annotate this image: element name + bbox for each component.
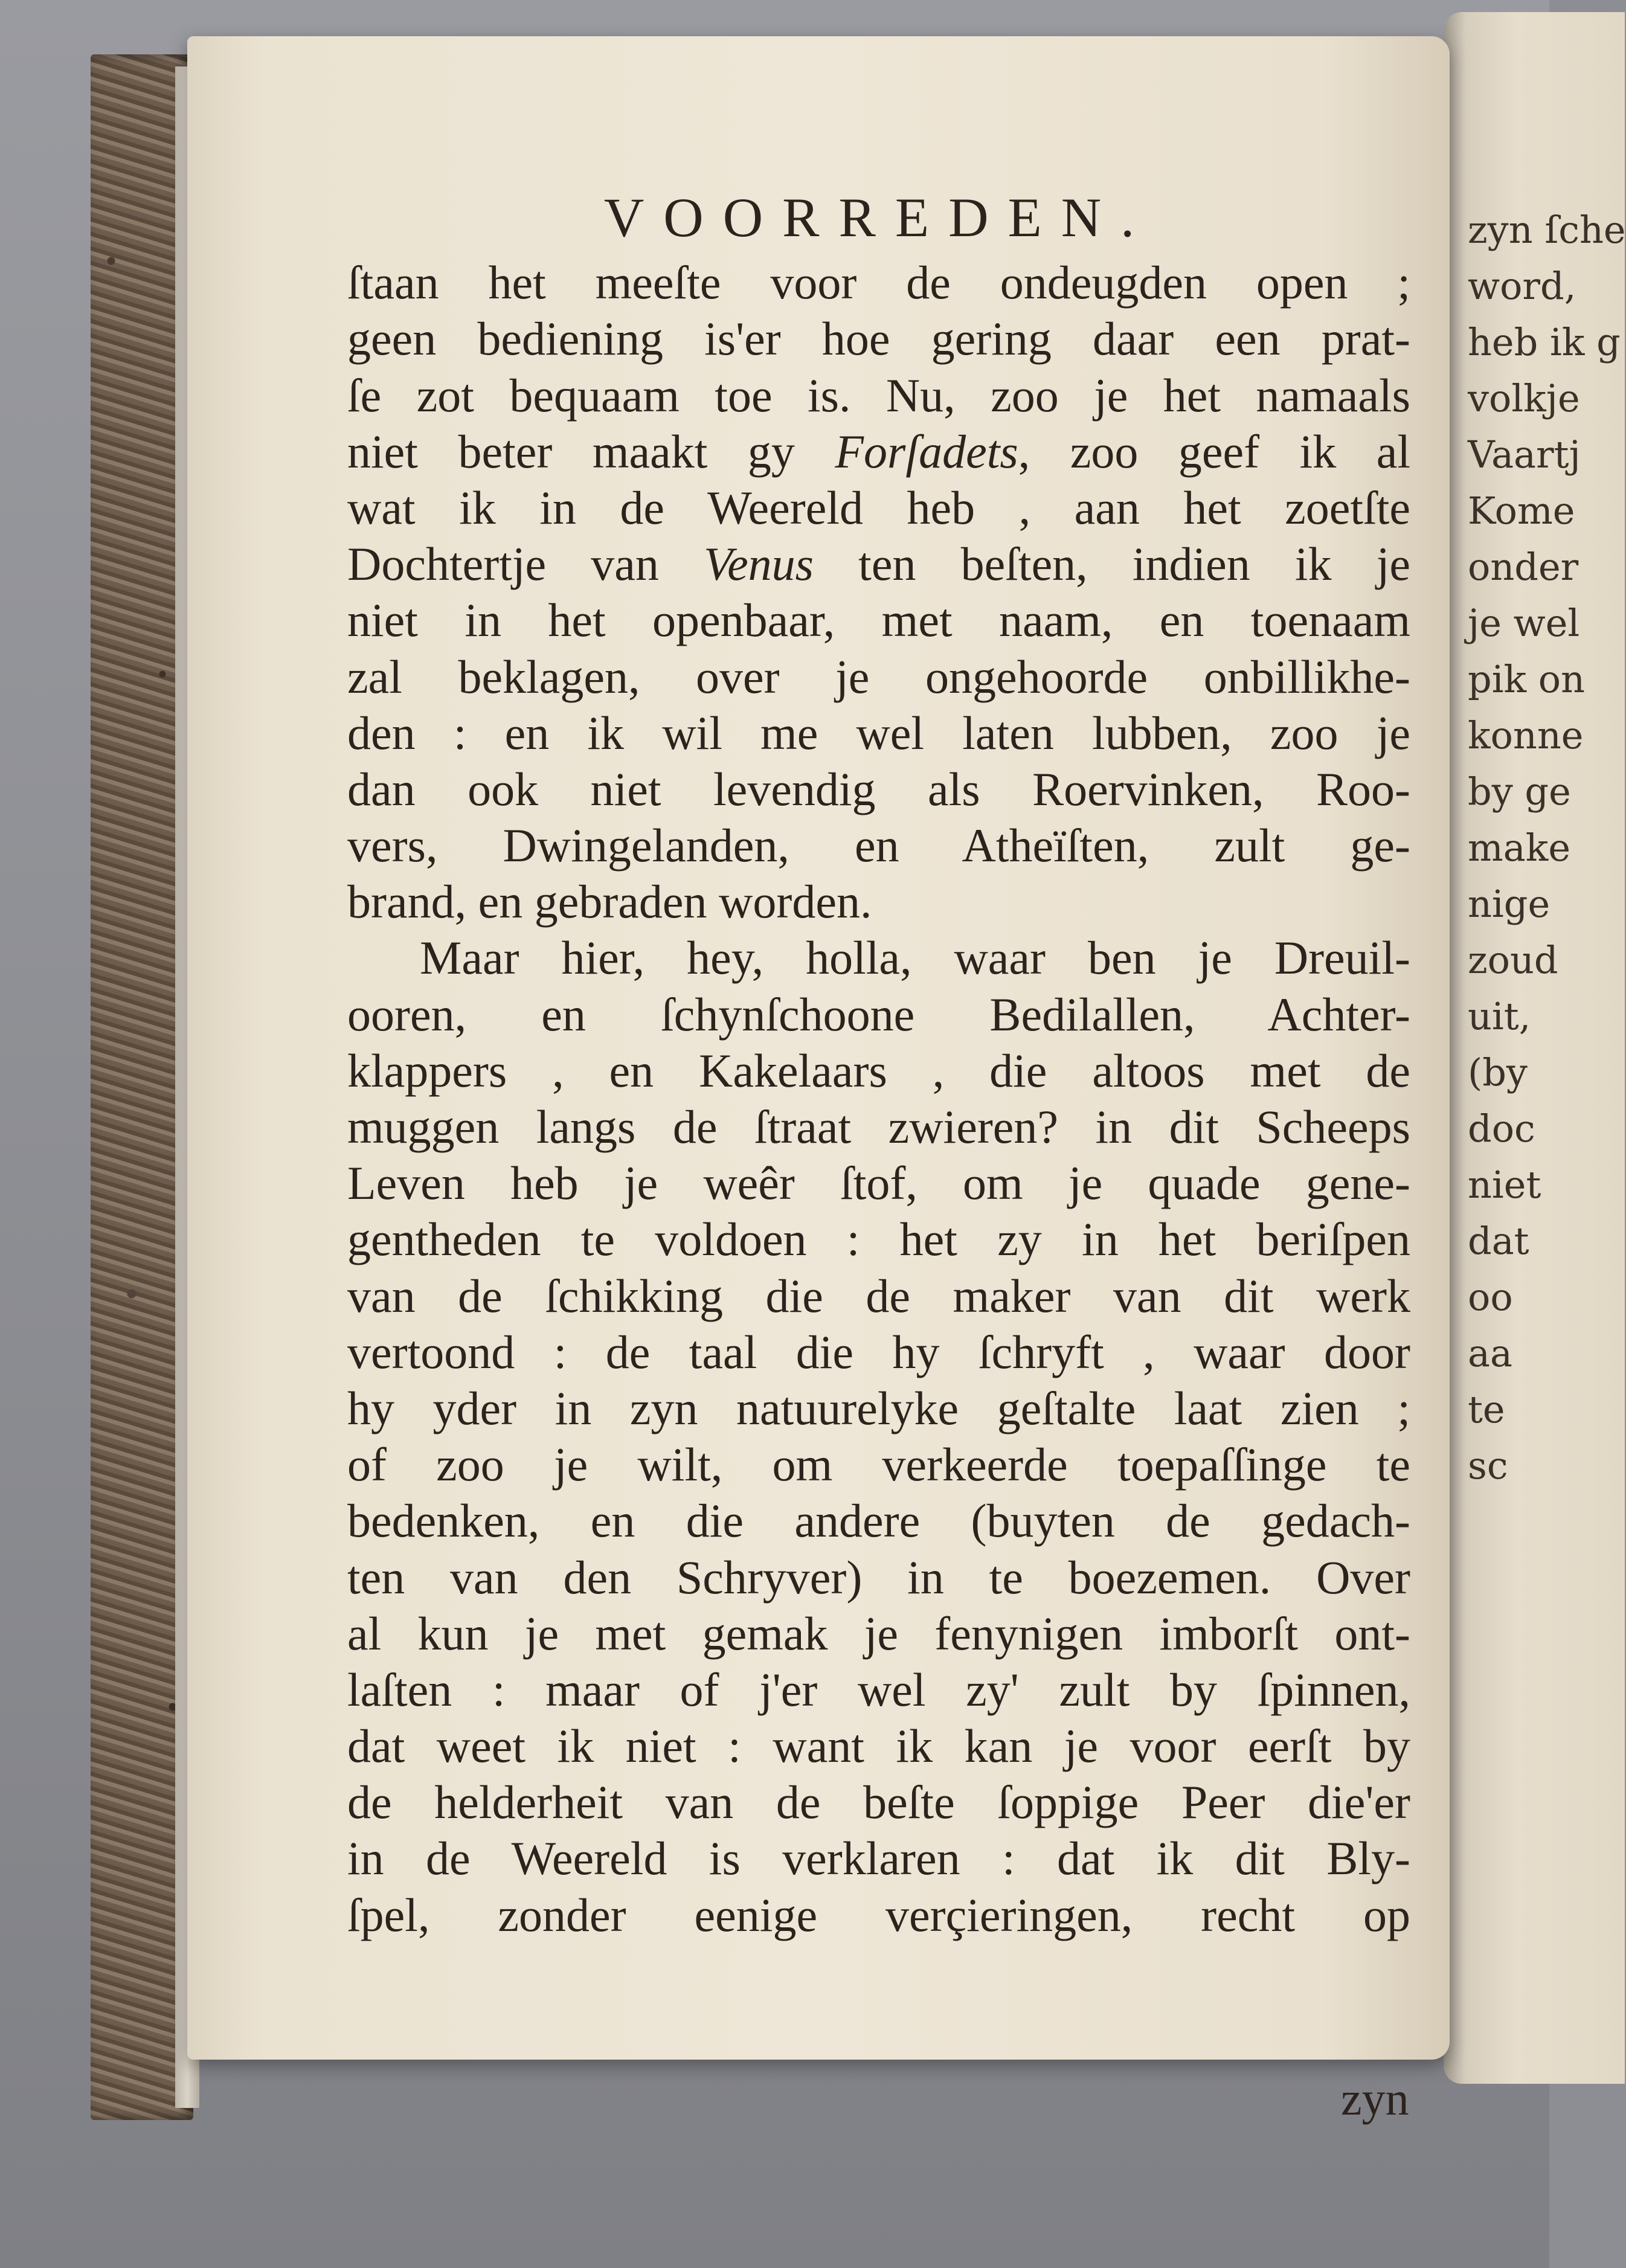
text-line: ſe zot bequaam toe is. Nu, zoo je het namaals	[347, 368, 1410, 422]
text-line: klappers , en Kakelaars , die altoos met de	[347, 1044, 1410, 1097]
facing-page-fragment: volkje	[1468, 376, 1580, 420]
text-line	[347, 536, 1410, 592]
text-fragment: niet beter maakt gy	[347, 425, 835, 478]
text-line: dat weet ik niet : want ik kan je voor eerſt by	[347, 1720, 1410, 1773]
facing-page-fragment: make	[1468, 826, 1571, 870]
facing-page-fragment: (by	[1468, 1050, 1528, 1094]
text-line: niet in het openbaar, met naam, en toenaam	[347, 594, 1410, 647]
text-line: de helderheit van de beſte ſoppige Peer die'er	[347, 1776, 1410, 1829]
text-line: vers, Dwingelanden, en Atheïſten, zult ge-	[347, 819, 1410, 872]
running-head: VOORREDEN.	[603, 187, 1154, 248]
text-line: gentheden te voldoen : het zy in het beriſpen	[347, 1213, 1410, 1266]
catchword: zyn	[1341, 2072, 1409, 2125]
text-line: ten van den Schryver) in te boezemen. Over	[347, 1550, 1410, 1604]
text-line: ſtaan het meeſte voor de ondeugden open ;	[347, 256, 1410, 309]
italic-name: Venus	[704, 538, 814, 591]
facing-page-fragment: aa	[1468, 1331, 1512, 1375]
text-line: of zoo je wilt, om verkeerde toepaſſinge te	[347, 1438, 1410, 1491]
facing-page-fragment: sc	[1468, 1444, 1508, 1488]
facing-page	[1444, 12, 1625, 2084]
text-line: in de Weereld is verklaren : dat ik dit Bly-	[347, 1832, 1410, 1885]
text-line: hy yder in zyn natuurelyke geſtalte laat zien ;	[347, 1381, 1410, 1434]
facing-page-fragment: oo	[1468, 1275, 1513, 1319]
facing-page-fragment: konne	[1468, 713, 1584, 757]
facing-page-fragment: dat	[1468, 1219, 1529, 1263]
text-line: muggen langs de ſtraat zwieren? in dit Scheeps	[347, 1100, 1410, 1153]
text-line: ſpel, zonder eenige verçieringen, recht op	[347, 1888, 1410, 1941]
text-line: Leven heb je weêr ſtof, om je quade gene-	[347, 1157, 1410, 1210]
facing-page-fragment: onder	[1468, 545, 1579, 589]
facing-page-fragment: pik on	[1468, 657, 1586, 701]
text-line: geen bediening is'er hoe gering daar een prat-	[347, 312, 1410, 365]
facing-page-fragment: zyn ſche	[1468, 208, 1626, 252]
facing-page-fragment: Kome	[1468, 489, 1575, 533]
facing-page-fragment: heb ik g	[1468, 320, 1621, 364]
text-line: vertoond : de taal die hy ſchryft , waar door	[347, 1325, 1410, 1378]
text-line: wat ik in de Weereld heb , aan het zoetſte	[347, 481, 1410, 534]
text-fragment: , zoo geef ik al	[1018, 425, 1410, 478]
text-line: dan ook niet levendig als Roervinken, Roo-	[347, 762, 1410, 815]
text-fragment: Dochtertje van	[347, 538, 704, 591]
text-line	[347, 423, 1410, 480]
facing-page-fragment: je wel	[1468, 601, 1580, 645]
facing-page-fragment: word,	[1468, 264, 1576, 308]
text-line: den : en ik wil me wel laten lubben, zoo je	[347, 706, 1410, 759]
text-fragment: ten beſten, indien ik je	[814, 538, 1411, 591]
text-line: laſten : maar of j'er wel zy' zult by ſpinnen,	[347, 1663, 1410, 1716]
text-line: van de ſchikking die de maker van dit werk	[347, 1269, 1410, 1322]
text-lines	[347, 254, 1410, 1943]
facing-page-fragment: zoud	[1468, 938, 1558, 982]
text-line: bedenken, en die andere (buyten de gedach-	[347, 1494, 1410, 1547]
page-text	[347, 187, 1410, 1943]
text-line: ooren, en ſchynſchoone Bedilallen, Achter-	[347, 988, 1410, 1041]
facing-page-fragment: by ge	[1468, 769, 1571, 814]
text-line: zal beklagen, over je ongehoorde onbillikhe-	[347, 650, 1410, 703]
facing-page-fragment: niet	[1468, 1163, 1541, 1207]
facing-page-fragment: te	[1468, 1387, 1505, 1431]
facing-page-fragment: nige	[1468, 882, 1550, 926]
facing-page-fragment: uit,	[1468, 994, 1531, 1038]
facing-page-fragment: doc	[1468, 1107, 1535, 1151]
text-line: Maar hier, hey, holla, waar ben je Dreuil-	[420, 931, 1410, 985]
facing-page-fragment: Vaartj	[1468, 432, 1581, 477]
text-line: al kun je met gemak je fenynigen imborſt ont-	[347, 1607, 1410, 1660]
italic-name: Forſadets	[835, 425, 1018, 478]
text-line: brand, en gebraden worden.	[347, 875, 872, 928]
